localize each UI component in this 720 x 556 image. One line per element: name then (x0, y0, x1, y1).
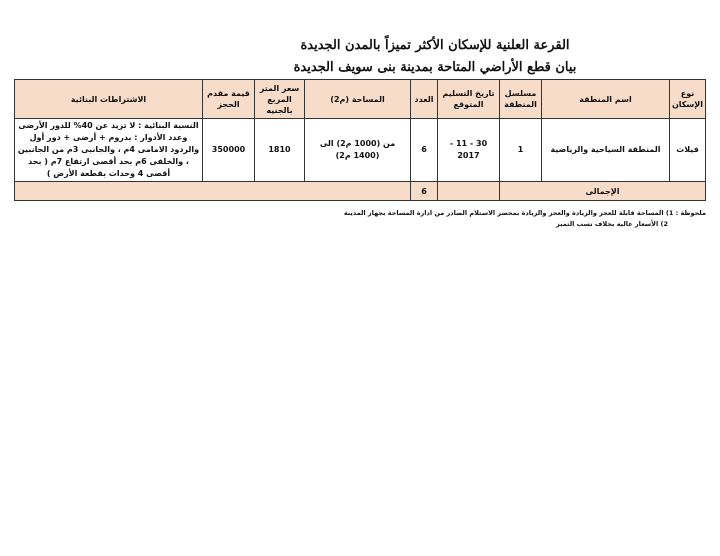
cell-price-per-meter: 1810 (255, 119, 305, 182)
total-empty-rest (15, 182, 411, 201)
table-header-row (15, 80, 706, 119)
total-label: الإجمالى (500, 182, 706, 201)
header-area: المساحة (م2) (305, 80, 411, 119)
cell-count: 6 (411, 119, 438, 182)
cell-area-name: المنطقة السياحية والرياضية (542, 119, 670, 182)
table-row (15, 119, 706, 182)
cell-deposit: 350000 (203, 119, 255, 182)
table-total-row (15, 182, 706, 201)
header-area-name: اسم المنطقة (542, 80, 670, 119)
header-conditions: الاشتراطات البنائية (15, 80, 203, 119)
header-price-per-meter: سعر المتر المربع بالجنيه (255, 80, 305, 119)
cell-serial: 1 (500, 119, 542, 182)
document-title: القرعة العلنية للإسكان الأكثر تميزاً بالمدن الجديدة (300, 38, 570, 53)
header-delivery-date: تاريخ التسليم المتوقع (438, 80, 500, 119)
note-line-2: 2) الأسعار عاليه بخلاف نسب التميز (556, 220, 668, 228)
cell-conditions: النسبة البنائية : لا تزيد عن 40% للدور الأرضى وعدد الأدوار : بدروم + أرضى + دور أول والردود الامامى 4م ، والجانبى 3م من الجانبين ، والخلفى 6م بحد أقصى ارتفاع 7م ( بحد أقصى 4 وحدات بقطعة الأرض ) (15, 119, 203, 182)
cell-delivery-date: 30 - 11 - 2017 (438, 119, 500, 182)
header-serial: مسلسل المنطقة (500, 80, 542, 119)
cell-housing-type: فيلات (670, 119, 706, 182)
document-subtitle: بيان قطع الأراضي المتاحة بمدينة بنى سويف الجديدة (293, 60, 577, 75)
cell-area: من (1000 م2) الى (1400 م2) (305, 119, 411, 182)
header-housing-type: نوع الإسكان (670, 80, 706, 119)
total-count: 6 (411, 182, 438, 201)
notes (344, 208, 706, 230)
total-empty-date (438, 182, 500, 201)
header-count: العدد (411, 80, 438, 119)
header-deposit: قيمة مقدم الحجز (203, 80, 255, 119)
note-line-1: ملحوظة : 1) المساحة قابلة للعجز والزيادة والعجز والزيادة بمحضر الاستلام الصادر من ادارة المساحة بجهاز المدينة (343, 209, 706, 217)
land-plots-table (14, 79, 706, 201)
